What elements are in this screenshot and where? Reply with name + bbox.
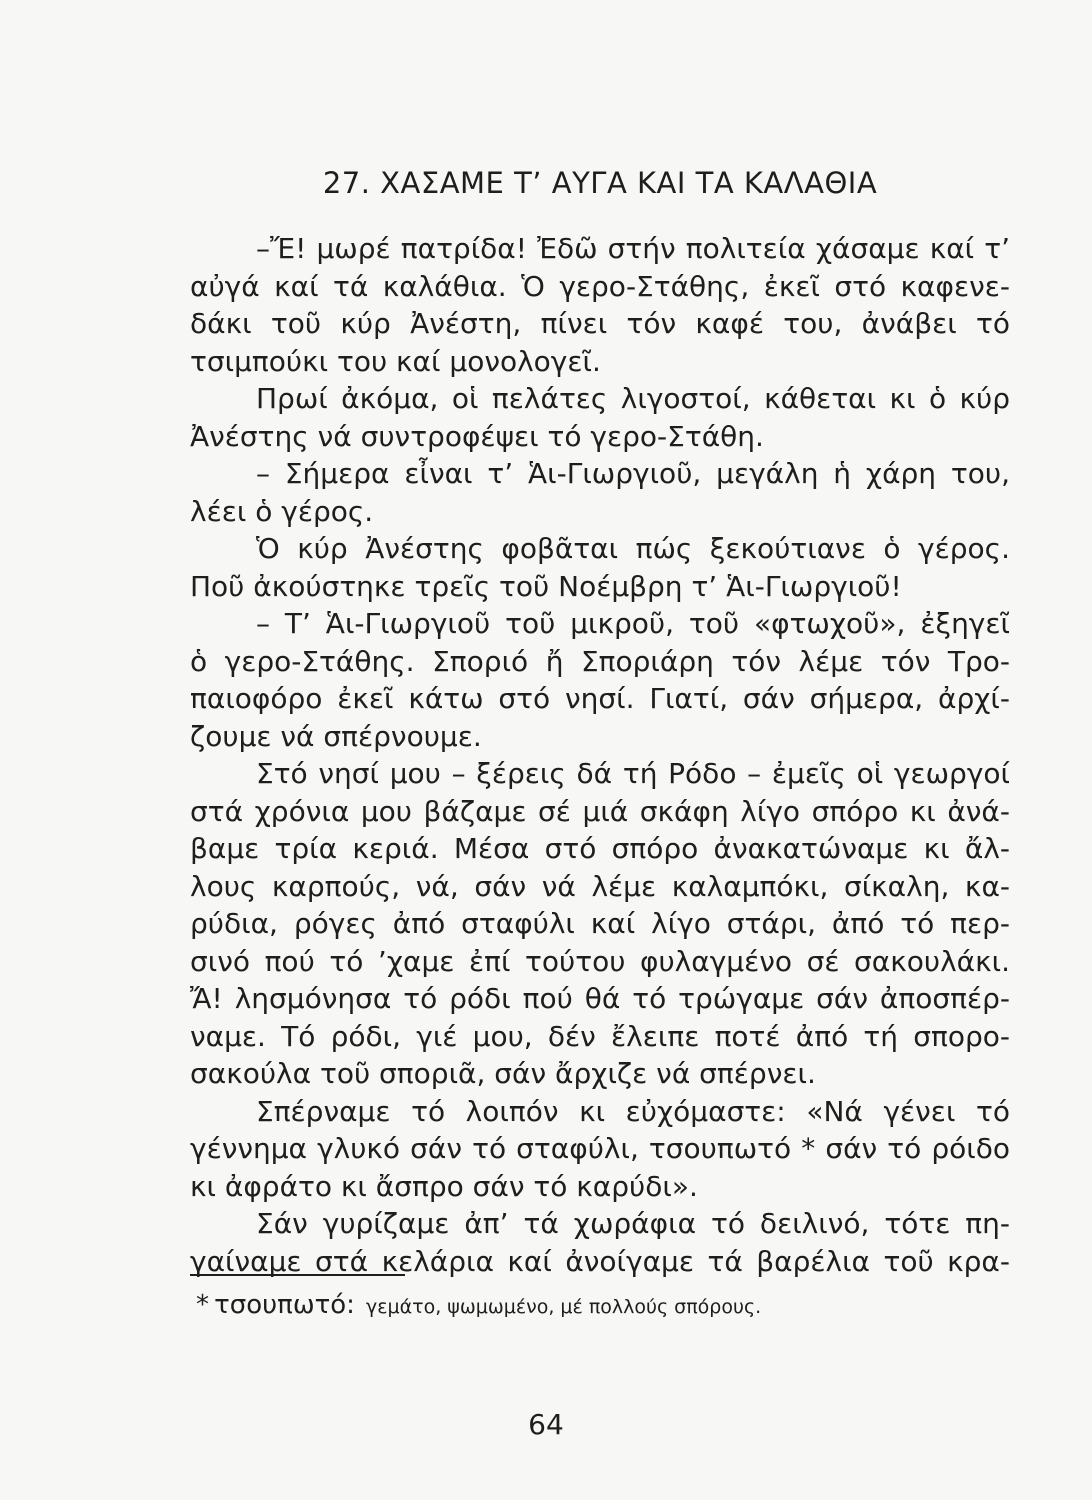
text-line: σακούλα τοῦ σποριᾶ, σάν ἄρχιζε νά σπέρνει. bbox=[190, 1057, 816, 1090]
text-line: Πρωί ἀκόμα, οἱ πελάτες λιγοστοί, κάθεται κι ὁ κύρ bbox=[256, 382, 1010, 415]
text-line: παιοφόρο ἐκεῖ κάτω στό νησί. Γιατί, σάν σήμερα, ἀρχί- bbox=[190, 682, 1010, 715]
page-number: 64 bbox=[528, 1408, 564, 1441]
chapter-title: 27. ΧΑΣΑΜΕ Τ’ ΑΥΓΑ ΚΑΙ ΤΑ ΚΑΛΑΘΙΑ bbox=[322, 166, 878, 200]
footnote bbox=[196, 1290, 996, 1320]
footnote-definition: γεμάτο, ψωμωμένο, μέ πολλούς σπόρους. bbox=[366, 1296, 762, 1318]
footnote-term: τσουπωτό: bbox=[214, 1290, 355, 1320]
text-line: Ἀνέστης νά συντροφέψει τό γερο-Στάθη. bbox=[190, 419, 764, 453]
text-line: κι ἀφράτο κι ἄσπρο σάν τό καρύδι». bbox=[190, 1169, 698, 1203]
footnote-divider bbox=[190, 1274, 405, 1276]
text-line: Σπέρναμε τό λοιπόν κι εὐχόμαστε: «Νά γένει τό bbox=[256, 1094, 1010, 1128]
text-line: – Σήμερα εἶναι τ’ Ἁι-Γιωργιοῦ, μεγάλη ἡ χάρη του, bbox=[256, 457, 1010, 490]
footnote-marker: * bbox=[196, 1290, 209, 1320]
text-line: ναμε. Τό ρόδι, γιέ μου, δέν ἔλειπε ποτέ ἀπό τή σπορο- bbox=[190, 1019, 1010, 1053]
text-line: τσιμπούκι του καί μονολογεῖ. bbox=[190, 344, 601, 378]
text-line: – Τ’ Ἁι-Γιωργιοῦ τοῦ μικροῦ, τοῦ «φτωχοῦ», ἐξηγεῖ bbox=[256, 607, 1010, 640]
text-line: στά χρόνια μου βάζαμε σέ μιά σκάφη λίγο σπόρο κι ἀνά- bbox=[190, 794, 1010, 828]
text-line: σινό πού τό ’χαμε ἐπί τούτου φυλαγμένο σέ σακουλάκι. bbox=[190, 944, 1010, 978]
text-line: γέννημα γλυκό σάν τό σταφύλι, τσουπωτό * σάν τό ρόιδο bbox=[190, 1132, 1010, 1165]
text-line: λέει ὁ γέρος. bbox=[190, 494, 374, 528]
text-line: ρύδια, ρόγες ἀπό σταφύλι καί λίγο στάρι, ἀπό τό περ- bbox=[190, 907, 1010, 940]
text-line: δάκι τοῦ κύρ Ἀνέστη, πίνει τόν καφέ του, ἀνάβει τό bbox=[190, 307, 1010, 340]
text-line: Ποῦ ἀκούστηκε τρεῖς τοῦ Νοέμβρη τ’ Ἁι-Γιωργιοῦ! bbox=[190, 569, 902, 603]
text-line: –Ἔ! μωρέ πατρίδα! Ἐδῶ στήν πολιτεία χάσαμε καί τ’ bbox=[256, 232, 1010, 265]
text-line: Στό νησί μου – ξέρεις δά τή Ρόδο – ἐμεῖς οἱ γεωργοί bbox=[256, 757, 1010, 790]
text-line: λους καρπούς, νά, σάν νά λέμε καλαμπόκι, σίκαλη, κα- bbox=[190, 869, 1010, 903]
text-line: αὐγά καί τά καλάθια. Ὁ γερο-Στάθης, ἐκεῖ στό καφενε- bbox=[190, 269, 1010, 303]
text-line: βαμε τρία κεριά. Μέσα στό σπόρο ἀνακατώναμε κι ἄλ- bbox=[190, 832, 1010, 865]
text-line: Ἄ! λησμόνησα τό ρόδι πού θά τό τρώγαμε σάν ἀποσπέρ- bbox=[190, 982, 1010, 1015]
text-line: ὁ γερο-Στάθης. Σποριό ἤ Σποριάρη τόν λέμε τόν Τρο- bbox=[190, 644, 1010, 678]
text-line: Ὁ κύρ Ἀνέστης φοβᾶται πώς ξεκούτιανε ὁ γέρος. bbox=[256, 532, 1010, 565]
text-line: ζουμε νά σπέρνουμε. bbox=[190, 719, 482, 753]
text-line: Σάν γυρίζαμε ἀπ’ τά χωράφια τό δειλινό, τότε πη- bbox=[256, 1207, 1010, 1240]
body-text bbox=[190, 230, 1010, 1280]
text-line: γαίναμε στά κελάρια καί ἀνοίγαμε τά βαρέλια τοῦ κρα- bbox=[190, 1244, 1010, 1278]
